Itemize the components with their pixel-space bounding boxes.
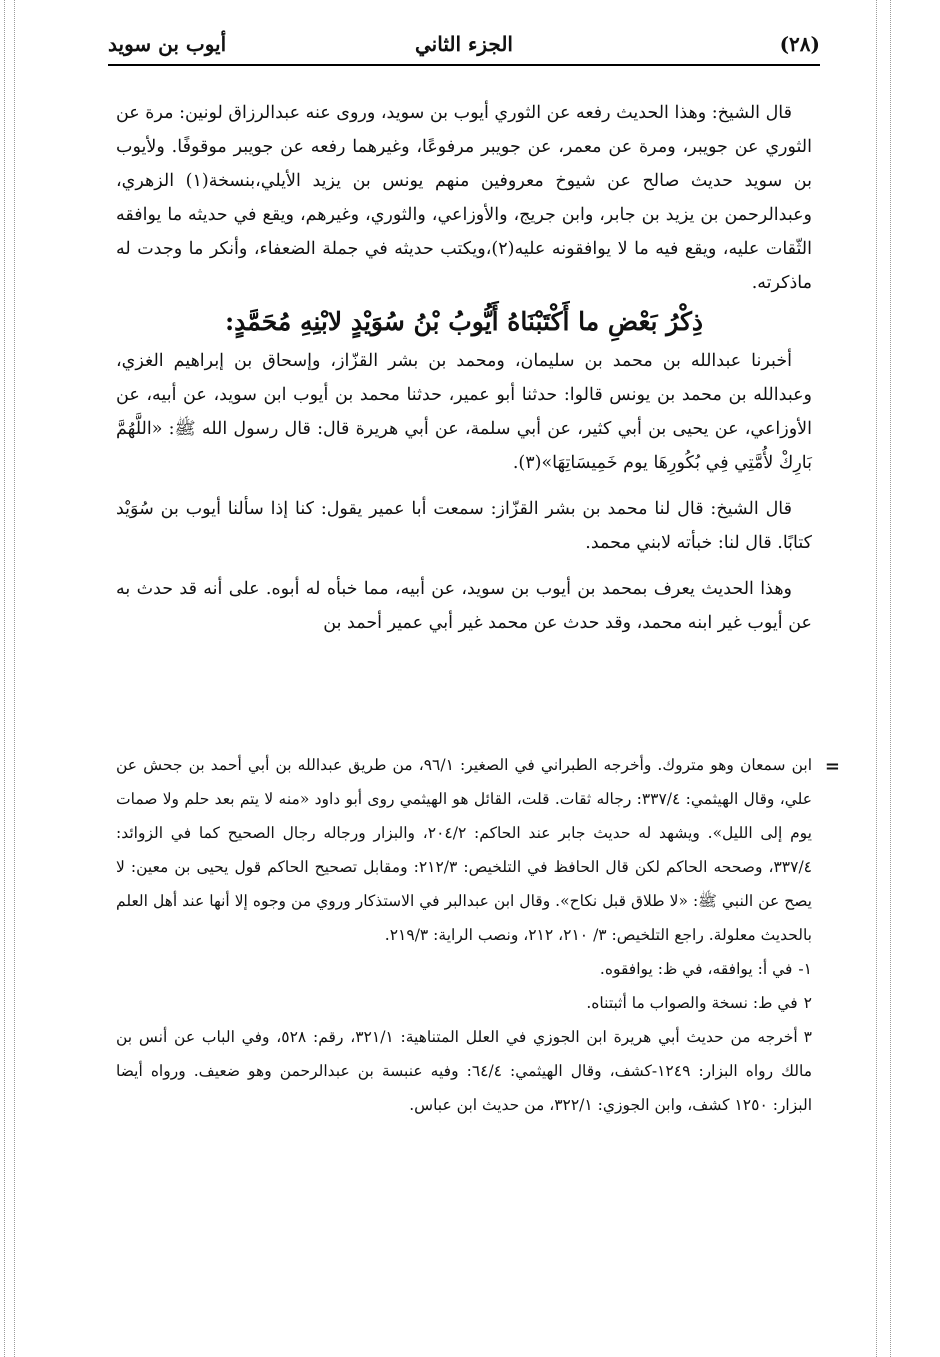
part-title: الجزء الثاني <box>415 32 513 56</box>
footnotes <box>116 748 840 1122</box>
spacer <box>116 480 812 492</box>
continuation-mark: = <box>824 756 840 777</box>
paragraph-4: وهذا الحديث يعرف بمحمد بن أيوب بن سويد، عن أبيه، مما خبأه له أبوه. على أنه قد حدث به عن أيوب غير ابنه محمد، وقد حدث عن محمد غير أبي عمير أحمد بن <box>116 579 812 633</box>
paragraph-1: قال الشيخ: وهذا الحديث رفعه عن الثوري أيوب بن سويد، وروى عنه عبدالرزاق لونين: مرة عن الثوري عن جويبر، ومرة عن معمر، عن جويبر مرفوعًا، وغيرهما رفعه عن جويبر موقوفًا. ولأيوب بن سويد حديث صالح عن شيوخ معروفين منهم يونس بن يزيد الأيلي،بنسخة(١) الزهري، وعبدالرحمن بن يزيد بن جابر، وابن جريج، والأوزاعي، والثوري، وغيرهم، ويقع في حديثه ما يوافقه الثّقات عليه، ويقع فيه ما لا يوافقونه عليه(٢)،ويكتب حديثه في جملة الضعفاء، وأنكر ما وجدت له ماذكرته. <box>115 103 812 293</box>
footnote-1 <box>116 952 812 986</box>
footnote-text: في ط: نسخة والصواب ما أثبتناه. <box>586 994 798 1012</box>
footnote-text: أخرجه من حديث أبي هريرة ابن الجوزي في العلل المتناهية: ٣٢١/١، رقم: ٥٢٨، وفي الباب عن أنس بن مالك رواه البزار: ١٢٤٩-كشف، وقال الهيثمي: ٦٤/٤: وفيه عنبسة بن عبدالرحمن وهو ضعيف. ورواه أيضا البزار: ١٢٥٠ كشف، وابن الجوزي: ٣٢٢/١، من حديث ابن عباس. <box>116 1028 812 1114</box>
footnote-text: في أ: يوافقه، في ظ: يوافقوه. <box>599 960 793 978</box>
spacer <box>116 560 812 572</box>
main-text <box>116 96 812 640</box>
footnote-number: ٣ <box>803 1028 812 1046</box>
running-title: أيوب بن سويد <box>108 32 227 56</box>
paragraph-3: قال الشيخ: قال لنا محمد بن بشر القزّاز: سمعت أبا عمير يقول: كنا إذا سألنا أيوب بن سُوَيْد كتابًا. قال لنا: خبأته لابني محمد. <box>116 499 812 553</box>
footnote-continuation-text: ابن سمعان وهو متروك. وأخرجه الطبراني في الصغير: ٩٦/١، من طريق عبدالله بن أبي أحمد بن جحش عن علي، وقال الهيثمي: ٣٣٧/٤: رجاله ثقات. قلت، القائل هو الهيثمي روى أبو داود «منه لا يتم بعد حلم ولا صمات يوم إلى الليل». ويشهد له حديث جابر عند الحاكم: ٢٠٤/٢، والبزار ورجاله رجال الصحيح كما في الزوائد: ٣٣٧/٤، وصححه الحاكم لكن قال الحافظ في التلخيص: ٢١٢/٣: ومقابل تصحيح الحاكم قول يحيى بن معين: لا يصح عن النبي ﷺ: «لا طلاق قبل نكاح». وقال ابن عبدالبر في الاستذكار وروي من وجوه إلا أنها عند أهل العلم بالحديث معلولة. راجع التلخيص: ٣/ ٢١٠، ٢١٢، ونصب الراية: ٢١٩/٣. <box>116 756 812 944</box>
page-header <box>108 24 820 66</box>
paragraph-2: أخبرنا عبدالله بن محمد بن سليمان، ومحمد بن بشر القزّاز، وإسحاق بن إبراهيم الغزي، وعبدالله بن محمد بن يونس قالوا: حدثنا أبو عمير، حدثنا محمد بن أيوب ابن سويد، عن أبيه، عن الأوزاعي، عن يحيى بن أبي كثير، عن أبي سلمة، عن أبي هريرة قال: قال رسول الله ﷺ: «اللَّهُمَّ بَارِكْ لأُمَّتِي فِي بُكُورِهَا يوم خَمِيسَاتِهَا»(٣). <box>116 351 812 473</box>
footnote-2 <box>116 986 812 1020</box>
footnote-continuation <box>116 748 840 952</box>
page-number: (٢٨) <box>779 32 820 56</box>
section-heading: ذِكْرُ بَعْضِ ما أَكْتَبْنَاهُ أَيُّوبُ بْنُ سُوَيْدٍ لابْنِهِ مُحَمَّدٍ: <box>224 307 704 336</box>
footnote-3 <box>116 1020 812 1122</box>
footnote-number: ٢ <box>803 994 812 1012</box>
footnote-number: ١- <box>798 960 812 978</box>
